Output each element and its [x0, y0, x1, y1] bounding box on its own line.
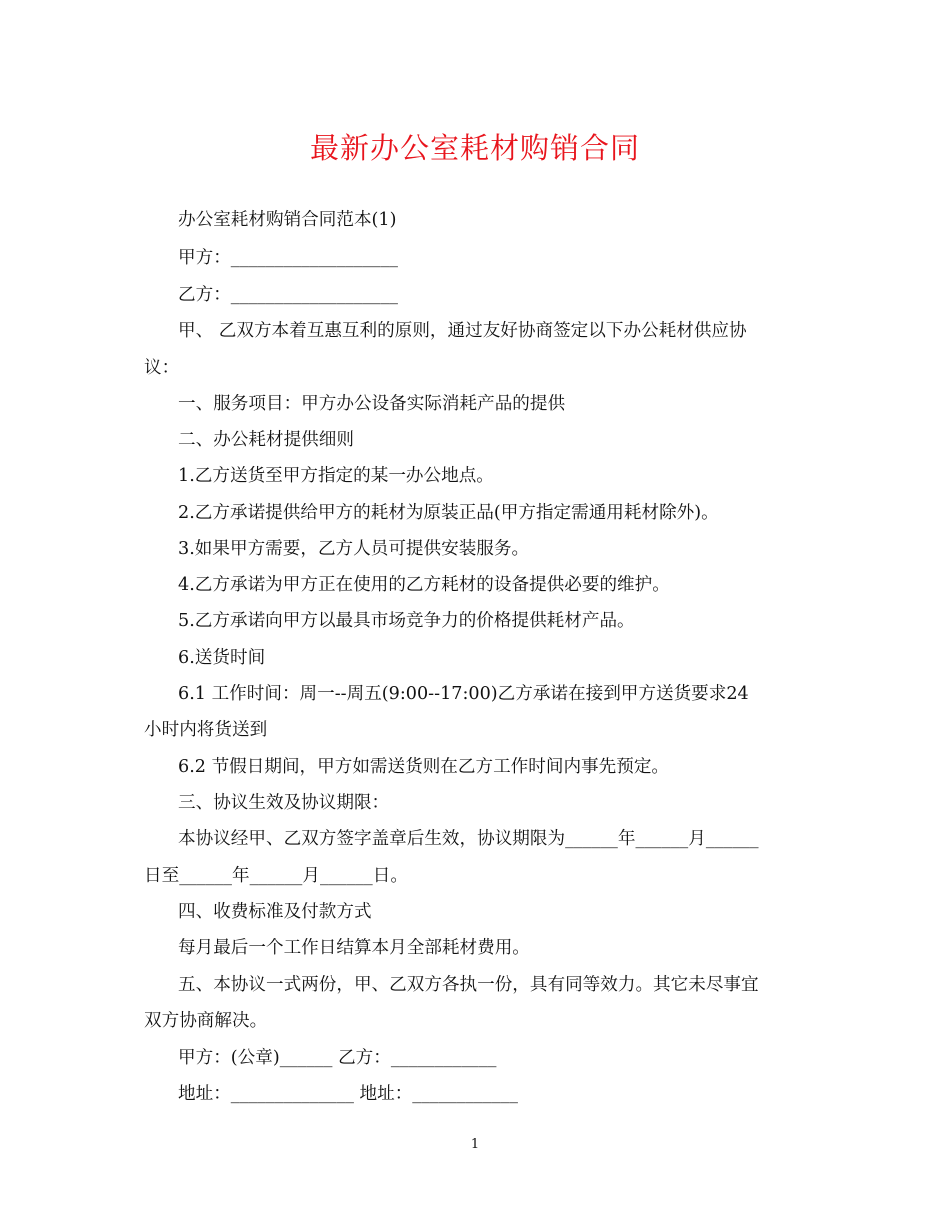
signature-line: 甲方：(公章)______ 乙方：____________: [178, 1048, 497, 1068]
text-line: 6.2 节假日期间，甲方如需送货则在乙方工作时间内事先预定。: [178, 757, 670, 777]
text-line: 议：: [144, 358, 180, 378]
text-line: 2.乙方承诺提供给甲方的耗材为原装正品(甲方指定需通用耗材除外)。: [178, 503, 719, 523]
text-line: 一、服务项目：甲方办公设备实际消耗产品的提供: [178, 394, 566, 414]
document-title: 最新办公室耗材购销合同: [309, 131, 640, 165]
text-line: 小时内将货送到: [144, 720, 268, 740]
text-line: 甲方：___________________: [178, 248, 398, 268]
text-line: 四、收费标准及付款方式: [178, 902, 372, 922]
text-line: 日至______年______月______日。: [144, 866, 408, 886]
text-line: 本协议经甲、乙双方签字盖章后生效，协议期限为______年______月______: [178, 829, 759, 849]
text-line: 甲、 乙双方本着互惠互利的原则，通过友好协商签定以下办公耗材供应协: [178, 321, 747, 341]
text-line: 办公室耗材购销合同范本(1): [178, 210, 397, 230]
page-number: 1: [470, 1137, 480, 1152]
text-line: 三、协议生效及协议期限：: [178, 793, 390, 813]
text-line: 乙方：___________________: [178, 285, 398, 305]
text-line: 4.乙方承诺为甲方正在使用的乙方耗材的设备提供必要的维护。: [178, 575, 670, 595]
text-line: 5.乙方承诺向甲方以最具市场竞争力的价格提供耗材产品。: [178, 611, 635, 631]
address-line: 地址：______________ 地址：____________: [178, 1084, 518, 1104]
text-line: 3.如果甲方需要，乙方人员可提供安装服务。: [178, 539, 530, 559]
text-line: 6.1 工作时间：周一--周五(9:00--17:00)乙方承诺在接到甲方送货要求24: [178, 684, 749, 704]
text-line: 双方协商解决。: [144, 1011, 268, 1031]
text-line: 6.送货时间: [178, 648, 266, 668]
text-line: 1.乙方送货至甲方指定的某一办公地点。: [178, 466, 494, 486]
text-line: 五、本协议一式两份，甲、乙双方各执一份，具有同等效力。其它未尽事宜: [178, 975, 759, 995]
text-line: 二、办公耗材提供细则: [178, 430, 354, 450]
text-line: 每月最后一个工作日结算本月全部耗材费用。: [178, 938, 530, 958]
